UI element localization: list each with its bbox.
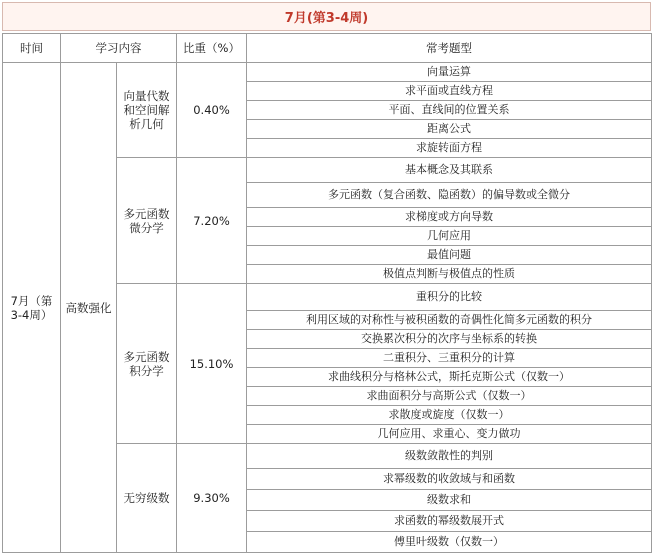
section-weight: 15.10% — [177, 284, 247, 444]
topic-cell: 级数求和 — [247, 490, 652, 511]
topic-cell: 多元函数（复合函数、隐函数）的偏导数或全微分 — [247, 183, 652, 208]
schedule-table — [2, 33, 652, 553]
table-title-bar — [2, 2, 651, 31]
topic-cell: 求幂级数的收敛域与和函数 — [247, 469, 652, 490]
topic-cell: 交换累次积分的次序与坐标系的转换 — [247, 330, 652, 349]
topic-cell: 求梯度或方向导数 — [247, 208, 652, 227]
topic-cell: 几何应用、求重心、变力做功 — [247, 425, 652, 444]
topic-cell: 利用区域的对称性与被积函数的奇偶性化简多元函数的积分 — [247, 311, 652, 330]
topic-cell: 级数敛散性的判别 — [247, 444, 652, 469]
table-row — [3, 63, 652, 82]
topic-cell: 傅里叶级数（仅数一） — [247, 532, 652, 553]
topic-cell: 极值点判断与极值点的性质 — [247, 265, 652, 284]
topic-cell: 向量运算 — [247, 63, 652, 82]
topic-cell: 几何应用 — [247, 227, 652, 246]
topic-cell: 求函数的幂级数展开式 — [247, 511, 652, 532]
section-name: 多元函数微分学 — [117, 158, 177, 284]
topic-cell: 最值问题 — [247, 246, 652, 265]
topic-cell: 求散度或旋度（仅数一） — [247, 406, 652, 425]
section-weight: 0.40% — [177, 63, 247, 158]
section-name: 向量代数和空间解析几何 — [117, 63, 177, 158]
header-weight: 比重（%） — [177, 34, 247, 63]
topic-cell: 二重积分、三重积分的计算 — [247, 349, 652, 368]
topic-cell: 求旋转面方程 — [247, 139, 652, 158]
topic-cell: 距离公式 — [247, 120, 652, 139]
section-name: 多元函数积分学 — [117, 284, 177, 444]
section-name: 无穷级数 — [117, 444, 177, 553]
header-topics: 常考题型 — [247, 34, 652, 63]
header-row — [3, 34, 652, 63]
header-content: 学习内容 — [61, 34, 177, 63]
header-time: 时间 — [3, 34, 61, 63]
topic-cell: 求曲面积分与高斯公式（仅数一） — [247, 387, 652, 406]
table-title: 7月(第3-4周) — [284, 11, 369, 26]
topic-cell: 求曲线积分与格林公式，斯托克斯公式（仅数一） — [247, 368, 652, 387]
content-cell: 高数强化 — [61, 63, 117, 553]
section-weight: 7.20% — [177, 158, 247, 284]
time-cell: 7月（第3-4周） — [3, 63, 61, 553]
topic-cell: 平面、直线间的位置关系 — [247, 101, 652, 120]
topic-cell: 重积分的比较 — [247, 284, 652, 311]
section-weight: 9.30% — [177, 444, 247, 553]
topic-cell: 基本概念及其联系 — [247, 158, 652, 183]
topic-cell: 求平面或直线方程 — [247, 82, 652, 101]
